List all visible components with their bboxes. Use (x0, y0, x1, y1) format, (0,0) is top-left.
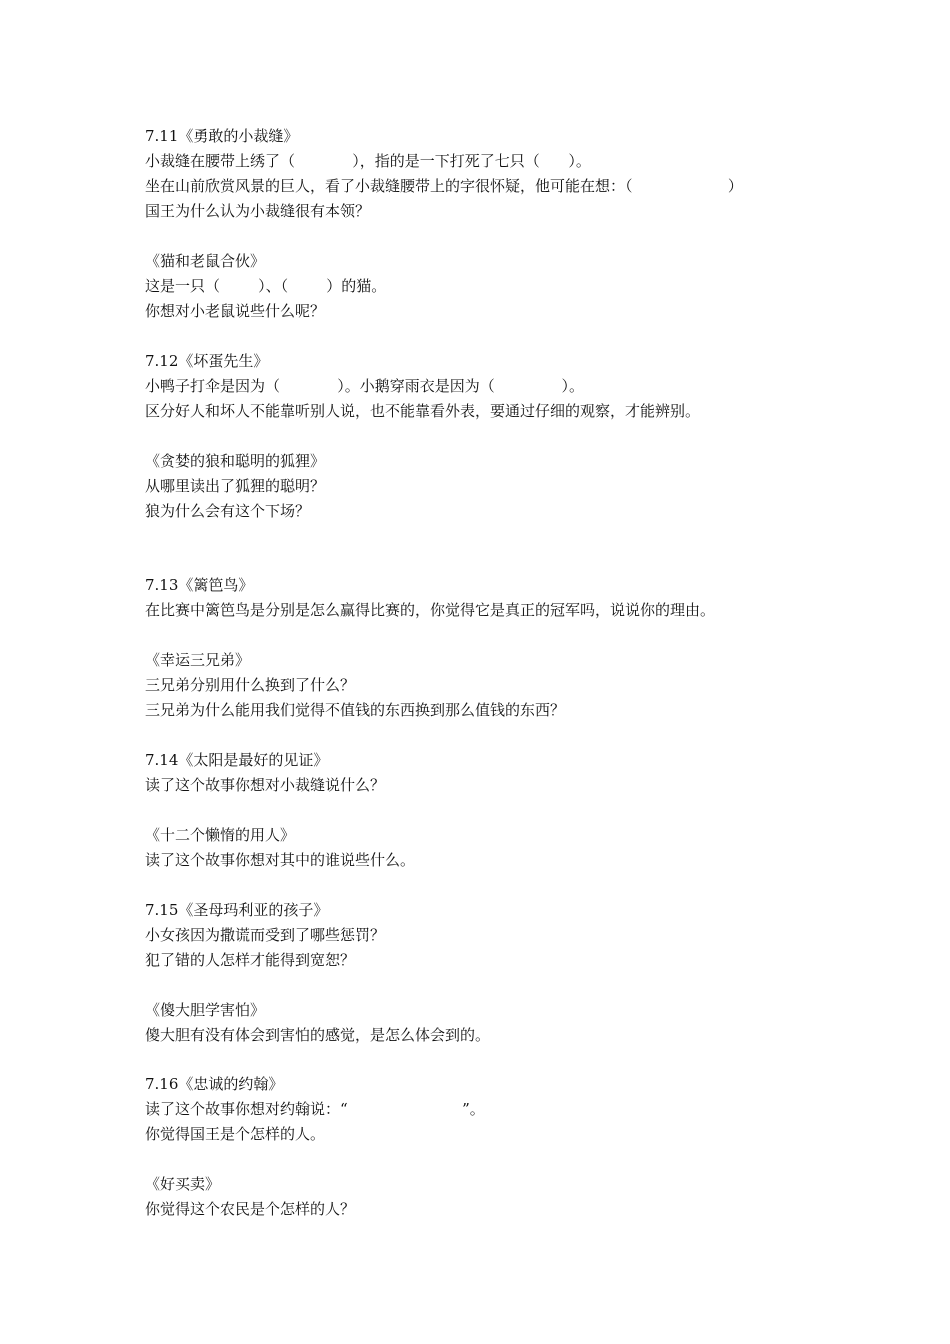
story-title: 《十二个懒惰的用人》 (145, 826, 296, 844)
fill-in-question: 读了这个故事你想对约翰说：“ ”。 (145, 1100, 485, 1118)
story-title: 《傻大胆学害怕》 (145, 1001, 266, 1019)
story-title: 《幸运三兄弟》 (145, 651, 251, 669)
fill-in-question: 小裁缝在腰带上绣了（ ），指的是一下打死了七只（ ）。 (145, 152, 591, 170)
section-title-7-14: 7.14《太阳是最好的见证》 (145, 751, 329, 769)
question-line: 傻大胆有没有体会到害怕的感觉，是怎么体会到的。 (145, 1026, 491, 1044)
story-title: 《好买卖》 (145, 1175, 221, 1193)
question-line: 读了这个故事你想对其中的谁说些什么。 (145, 851, 416, 869)
statement-line: 区分好人和坏人不能靠听别人说，也不能靠看外表，要通过仔细的观察，才能辨别。 (145, 402, 701, 420)
question-line: 读了这个故事你想对小裁缝说什么？ (145, 776, 386, 794)
question-line: 小女孩因为撒谎而受到了哪些惩罚？ (145, 926, 386, 944)
question-line: 狼为什么会有这个下场？ (145, 502, 311, 520)
question-line: 你觉得这个农民是个怎样的人？ (145, 1200, 356, 1218)
question-line: 从哪里读出了狐狸的聪明？ (145, 477, 326, 495)
section-title-7-15: 7.15《圣母玛利亚的孩子》 (145, 901, 329, 919)
fill-in-question: 小鸭子打伞是因为（ ）。小鹅穿雨衣是因为（ ）。 (145, 377, 584, 395)
question-line: 三兄弟为什么能用我们觉得不值钱的东西换到那么值钱的东西？ (145, 701, 566, 719)
section-title-7-13: 7.13《篱笆鸟》 (145, 576, 254, 594)
question-line: 三兄弟分别用什么换到了什么？ (145, 676, 356, 694)
question-line: 国王为什么认为小裁缝很有本领？ (145, 202, 371, 220)
section-title-7-11: 7.11《勇敢的小裁缝》 (145, 127, 299, 145)
question-line: 你想对小老鼠说些什么呢？ (145, 302, 326, 320)
section-title-7-12: 7.12《坏蛋先生》 (145, 352, 269, 370)
question-line: 你觉得国王是个怎样的人。 (145, 1125, 326, 1143)
question-line: 犯了错的人怎样才能得到宽恕？ (145, 951, 356, 969)
story-title: 《猫和老鼠合伙》 (145, 252, 266, 270)
fill-in-question: 这是一只（ ）、（ ）的猫。 (145, 277, 387, 295)
story-title: 《贪婪的狼和聪明的狐狸》 (145, 452, 326, 470)
question-line: 在比赛中篱笆鸟是分别是怎么赢得比赛的，你觉得它是真正的冠军吗，说说你的理由。 (145, 601, 716, 619)
fill-in-question: 坐在山前欣赏风景的巨人，看了小裁缝腰带上的字很怀疑，他可能在想：（ ） (145, 177, 743, 195)
section-title-7-16: 7.16《忠诚的约翰》 (145, 1075, 284, 1093)
